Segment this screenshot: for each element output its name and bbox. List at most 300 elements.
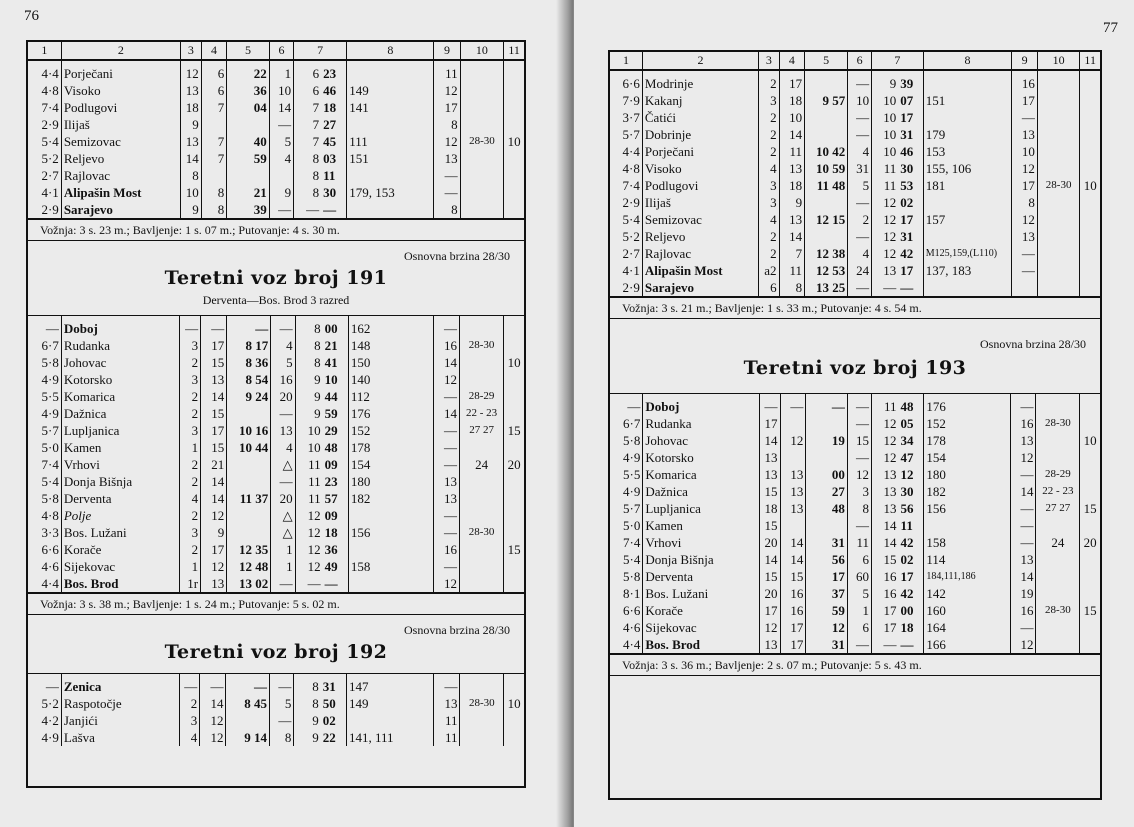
table-cell: 2 (759, 126, 779, 143)
table-cell: 4·4 (622, 144, 640, 159)
table-cell: 31 (848, 160, 872, 177)
table-cell: 56 (900, 501, 914, 516)
table-cell (805, 228, 848, 245)
table-cell: a2 (759, 262, 779, 279)
table-cell (1080, 483, 1100, 500)
table-cell (780, 449, 806, 466)
station-name: Čatići (642, 109, 758, 126)
table-cell: 11 (871, 394, 898, 415)
table-row (610, 70, 1100, 92)
table-cell (806, 415, 848, 432)
table-cell: 9 (294, 729, 321, 746)
table-cell (1080, 466, 1100, 483)
table-cell: 19 (1010, 585, 1036, 602)
table-cell: 05 (900, 416, 914, 431)
table-cell: 1 (271, 558, 295, 575)
table-row (28, 60, 524, 82)
table-cell: 5·7 (623, 501, 641, 516)
table-cell: 1 (847, 602, 871, 619)
table-cell: 112 (348, 388, 433, 405)
table-row (28, 184, 524, 201)
table-cell: 11 (847, 534, 871, 551)
table-cell: 9 (295, 371, 323, 388)
table-row (28, 371, 524, 388)
table-cell (1037, 109, 1080, 126)
table-cell: 17 (434, 99, 460, 116)
table-cell: 02 (322, 713, 336, 728)
table-row (28, 82, 524, 99)
table-cell (924, 517, 1010, 534)
table-cell: 11 (872, 177, 899, 194)
table-cell: 13 25 (805, 279, 848, 296)
table-cell (459, 354, 503, 371)
table-row (610, 534, 1100, 551)
table-cell: 16 (871, 568, 898, 585)
table-cell: 13 (871, 483, 898, 500)
table-cell: — (433, 316, 459, 337)
table-cell: 12 (806, 619, 848, 636)
table-cell: 6 (759, 279, 779, 296)
table-cell: 2 (759, 245, 779, 262)
table-cell: 18 (779, 177, 805, 194)
travel-note: Vožnja: 3 s. 21 m.; Bavljenje: 1 s. 33 m.; Putovanje: 4 s. 54 m. (610, 296, 1100, 319)
table-cell: 21 (227, 184, 269, 201)
table-cell: 28-30 (460, 695, 504, 712)
table-cell (1080, 449, 1100, 466)
table-cell: 5·4 (41, 134, 59, 149)
table-cell: 40 (227, 133, 269, 150)
table-cell: 154 (924, 449, 1010, 466)
table-cell: 180 (348, 473, 433, 490)
table-row (610, 177, 1100, 194)
station-name: Dobrinje (642, 126, 758, 143)
table-cell: 14 (871, 517, 898, 534)
table-cell: 27 27 (459, 422, 503, 439)
table-row (28, 575, 524, 592)
table-cell: 12 (201, 558, 227, 575)
table-cell: 10 (504, 354, 524, 371)
table-cell: 56 (806, 551, 848, 568)
table-cell: 12 (295, 558, 323, 575)
table-cell: 16 (871, 585, 898, 602)
table-cell: 8 54 (227, 371, 271, 388)
table-cell: 12 (1012, 160, 1038, 177)
table-cell: 6·6 (41, 542, 59, 557)
table-cell: 2 (180, 507, 201, 524)
table-cell: — (269, 712, 293, 729)
table-cell: — (179, 674, 200, 695)
base-speed: Osnovna brzina 28/30 (980, 337, 1086, 351)
column-header: 2 (642, 52, 758, 70)
table-cell: 17 (871, 619, 898, 636)
table-cell: 13 (780, 500, 806, 517)
table-cell: 13 (181, 133, 202, 150)
table-row (28, 541, 524, 558)
table-cell (1036, 432, 1080, 449)
table-cell: 12 (1010, 636, 1036, 653)
table-cell (347, 201, 434, 218)
column-header: 8 (923, 52, 1012, 70)
table-cell (504, 729, 524, 746)
table-cell: 4·9 (41, 372, 59, 387)
table-cell: 4·8 (622, 161, 640, 176)
table-cell (460, 712, 504, 729)
table-cell (1037, 279, 1080, 296)
table-cell: 7 (294, 116, 321, 133)
table-row (28, 150, 524, 167)
table-cell: 3 (759, 194, 779, 211)
table-cell: — (848, 109, 872, 126)
table-cell: 13 (433, 490, 459, 507)
table-cell (1037, 70, 1080, 92)
table-cell: — (847, 636, 871, 653)
station-name: Reljevo (61, 150, 180, 167)
table-cell: 4·2 (41, 713, 59, 728)
station-name: Ilijaš (642, 194, 758, 211)
table-cell: 8·1 (623, 586, 641, 601)
table-cell: 8 (434, 201, 460, 218)
table-cell: 2 (848, 211, 872, 228)
left-page (0, 0, 566, 827)
table-cell: 12 (295, 507, 323, 524)
table-cell: 18 (324, 525, 338, 540)
table-cell: 8 (201, 184, 227, 201)
table-cell: 9 (779, 194, 805, 211)
table-cell: 12 35 (227, 541, 271, 558)
table-cell: 48 (324, 440, 338, 455)
table-cell: — (433, 456, 459, 473)
table-cell: 5·0 (623, 518, 641, 533)
column-header: 3 (181, 42, 202, 60)
table-cell: 8 (779, 279, 805, 296)
table-cell: — (269, 674, 293, 695)
table-cell: 1r (180, 575, 201, 592)
station-name: Rudanka (61, 337, 180, 354)
table-cell: 3 (180, 524, 201, 541)
table-cell: 5 (269, 133, 293, 150)
table-cell: 16 (1010, 415, 1036, 432)
table-cell: 10 44 (227, 439, 271, 456)
table-row (610, 262, 1100, 279)
table-cell (1080, 619, 1100, 636)
table-cell: △ (271, 456, 295, 473)
table-row (610, 160, 1100, 177)
table-row (28, 524, 524, 541)
table-cell: 53 (900, 178, 914, 193)
table-cell: 12 (433, 575, 459, 592)
table-cell: 10 (848, 92, 872, 109)
table-cell: 13 (779, 160, 805, 177)
table-cell: 28-30 (460, 133, 504, 150)
table-cell: 6 (847, 551, 871, 568)
table-cell (923, 279, 1012, 296)
table-cell: 4 (759, 211, 779, 228)
table-cell: — (848, 70, 872, 92)
table-cell: — (1010, 619, 1036, 636)
table-cell: 4 (179, 729, 200, 746)
table-cell (1036, 394, 1080, 415)
table-cell (460, 184, 504, 201)
table-cell: 164 (924, 619, 1010, 636)
table-cell (504, 99, 524, 116)
table-cell (504, 184, 524, 201)
table-cell (1036, 517, 1080, 534)
table-row (28, 422, 524, 439)
table-cell (347, 116, 434, 133)
table-cell (460, 201, 504, 218)
station-name: Derventa (61, 490, 180, 507)
table-cell: 166 (924, 636, 1010, 653)
table-cell: 14 (759, 432, 780, 449)
table-cell (459, 473, 503, 490)
station-name: Semizovac (642, 211, 758, 228)
station-name: Alipašin Most (61, 184, 180, 201)
column-header: 8 (347, 42, 434, 60)
table-cell: 141, 111 (346, 729, 433, 746)
table-cell: 28-29 (459, 388, 503, 405)
table-row (28, 558, 524, 575)
table-cell (1012, 279, 1038, 296)
table-cell (459, 507, 503, 524)
station-name: Bos. Lužani (643, 585, 760, 602)
table-cell: 12 (759, 619, 780, 636)
table-cell: 148 (348, 337, 433, 354)
table-cell: 12 (900, 467, 914, 482)
table-cell: 4·8 (41, 83, 59, 98)
table-cell: 18 (779, 92, 805, 109)
table-cell: 153 (923, 143, 1012, 160)
table-cell: 09 (324, 457, 338, 472)
table-cell: 31 (900, 229, 914, 244)
table-cell: 17 (806, 568, 848, 585)
table-cell: 14 (201, 473, 227, 490)
table-cell (460, 82, 504, 99)
column-header: 11 (504, 42, 524, 60)
station-name: Sarajevo (642, 279, 758, 296)
table-cell: 11 (295, 490, 323, 507)
table-cell: 4 (271, 439, 295, 456)
table-cell (1037, 228, 1080, 245)
table-cell: 13 (872, 262, 899, 279)
table-cell: 12 (200, 712, 226, 729)
table-cell: 147 (346, 674, 433, 695)
table-cell: 15 (504, 541, 524, 558)
station-name: Lašva (61, 729, 179, 746)
table-cell: 5·4 (623, 552, 641, 567)
table-cell: 8 (295, 316, 323, 337)
table-cell: 2·9 (41, 202, 59, 217)
table-cell (460, 729, 504, 746)
table-cell: 5 (269, 695, 293, 712)
table-cell: 02 (900, 195, 914, 210)
table-cell: 14 (200, 695, 226, 712)
station-name: Zenica (61, 674, 179, 695)
train-subtitle: Derventa—Bos. Brod 3 razred (202, 293, 350, 307)
table-cell: 12 (871, 415, 898, 432)
table-cell (1037, 262, 1080, 279)
table-cell (1036, 636, 1080, 653)
table-cell (1080, 279, 1100, 296)
table-cell: 6 (201, 60, 227, 82)
table-cell: 12 (872, 194, 899, 211)
table-cell: 17 (900, 110, 914, 125)
table-cell: 141 (347, 99, 434, 116)
column-header-row (28, 42, 524, 60)
table-cell (201, 116, 227, 133)
table-cell: 2·9 (622, 195, 640, 210)
table-cell: 2·7 (41, 168, 59, 183)
train-title: Teretni voz broj 192 (164, 641, 388, 663)
table-cell: 20 (759, 585, 780, 602)
table-cell (1080, 551, 1100, 568)
table-cell: 10 (295, 439, 323, 456)
timetable-frame (26, 40, 526, 788)
table-cell: 8 17 (227, 337, 271, 354)
table-cell: 5 (847, 585, 871, 602)
table-cell: 10 (181, 184, 202, 201)
table-cell: 12 (872, 245, 899, 262)
table-cell (347, 167, 434, 184)
table-cell (1037, 126, 1080, 143)
table-cell: 4 (269, 150, 293, 167)
table-cell: 179 (923, 126, 1012, 143)
timetable-table (28, 316, 524, 592)
table-cell: — (271, 405, 295, 422)
table-cell: — (900, 637, 914, 652)
table-cell: 2·9 (622, 280, 640, 295)
table-cell: 18 (900, 620, 914, 635)
table-cell: 13 (1010, 432, 1036, 449)
table-cell (460, 60, 504, 82)
table-row (610, 500, 1100, 517)
table-cell: 12 38 (805, 245, 848, 262)
table-cell: 9 24 (227, 388, 271, 405)
table-cell (227, 524, 271, 541)
table-cell: 22 - 23 (459, 405, 503, 422)
table-cell: 176 (924, 394, 1010, 415)
table-cell: 20 (271, 388, 295, 405)
station-name: Kamen (61, 439, 180, 456)
table-cell (346, 712, 433, 729)
table-cell: 24 (848, 262, 872, 279)
table-cell: — (1012, 245, 1038, 262)
table-cell (805, 126, 848, 143)
station-name: Bos. Brod (61, 575, 180, 592)
table-cell: 5·2 (41, 151, 59, 166)
table-cell: — (1010, 517, 1036, 534)
table-cell: 156 (348, 524, 433, 541)
column-header: 5 (805, 52, 848, 70)
table-cell: 13 (434, 695, 460, 712)
table-cell: 15 (780, 568, 806, 585)
table-cell: 12 (295, 524, 323, 541)
table-cell: 2 (759, 143, 779, 160)
station-name: Johovac (61, 354, 180, 371)
column-header: 4 (779, 52, 805, 70)
table-cell: 14 (269, 99, 293, 116)
table-cell: 10 (872, 143, 899, 160)
table-cell: 10 (269, 82, 293, 99)
table-cell: 16 (433, 337, 459, 354)
table-cell (1037, 211, 1080, 228)
table-cell (1037, 160, 1080, 177)
table-cell (227, 456, 271, 473)
table-cell (504, 316, 524, 337)
table-cell: 47 (900, 450, 914, 465)
table-cell: 10 (872, 109, 899, 126)
table-cell: 8 (294, 674, 321, 695)
table-cell: 20 (271, 490, 295, 507)
table-cell (460, 116, 504, 133)
table-cell: 12 (847, 466, 871, 483)
table-cell: 34 (900, 433, 914, 448)
table-cell: 176 (348, 405, 433, 422)
table-cell: 15 (847, 432, 871, 449)
table-cell: 41 (324, 355, 338, 370)
table-row (28, 490, 524, 507)
table-cell: 14 (181, 150, 202, 167)
table-cell: 10 59 (805, 160, 848, 177)
table-cell (1080, 92, 1100, 109)
table-cell: 12 (200, 729, 226, 746)
table-cell: 00 (806, 466, 848, 483)
station-name: Donja Bišnja (61, 473, 180, 490)
table-cell: 14 (871, 534, 898, 551)
table-cell (1037, 245, 1080, 262)
table-cell: — (433, 388, 459, 405)
table-cell (805, 109, 848, 126)
table-cell (459, 439, 503, 456)
table-cell: 00 (324, 321, 338, 336)
table-cell: 15 (201, 405, 227, 422)
station-name: Doboj (61, 316, 180, 337)
table-cell: 22 - 23 (1036, 483, 1080, 500)
table-cell: 7·4 (41, 457, 59, 472)
table-cell: 14 (780, 551, 806, 568)
table-cell: 151 (347, 150, 434, 167)
table-cell: 12 (181, 60, 202, 82)
table-cell (1036, 568, 1080, 585)
table-cell: — (434, 674, 460, 695)
table-row (28, 116, 524, 133)
column-header: 6 (848, 52, 872, 70)
table-cell: 13 (433, 473, 459, 490)
table-cell: — (872, 279, 899, 296)
table-cell: 7·4 (622, 178, 640, 193)
table-row (610, 636, 1100, 653)
table-cell (780, 517, 806, 534)
table-row (28, 388, 524, 405)
station-name: Lupljanica (61, 422, 180, 439)
table-cell (504, 388, 524, 405)
table-cell: 7 (779, 245, 805, 262)
table-cell: 4·9 (623, 484, 641, 499)
table-cell: 15 (201, 439, 227, 456)
table-cell: 20 (1080, 534, 1100, 551)
timetable-frame (608, 50, 1102, 800)
timetable-table (28, 674, 524, 746)
table-cell: 11 (434, 729, 460, 746)
table-cell (1080, 126, 1100, 143)
table-cell: 14 (780, 534, 806, 551)
table-cell (1080, 160, 1100, 177)
timetable-table (610, 52, 1100, 296)
table-cell: 9 (872, 70, 899, 92)
table-row (610, 483, 1100, 500)
table-cell: — (848, 194, 872, 211)
table-cell: 15 (201, 354, 227, 371)
table-cell: 7 (294, 99, 321, 116)
